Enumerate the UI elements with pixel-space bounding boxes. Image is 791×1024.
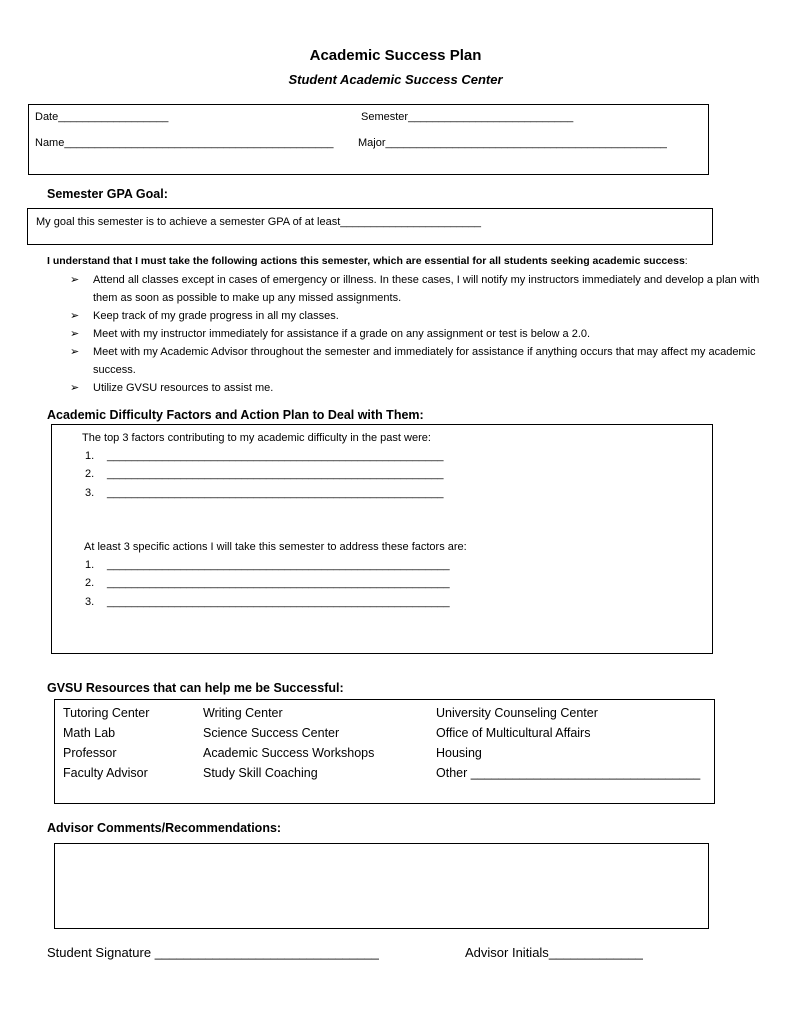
resource-item: Math Lab — [63, 726, 116, 740]
name-blank[interactable]: ____________________________________________ — [64, 137, 334, 149]
list-item-text: Utilize GVSU resources to assist me. — [93, 382, 274, 394]
action-row[interactable] — [85, 577, 450, 589]
action-number: 3. — [85, 596, 95, 608]
action-row[interactable] — [85, 596, 450, 608]
list-item-text: Meet with my Academic Advisor throughout the semester and immediately for assistance if anything occurs that may affect my academic success. — [93, 346, 756, 376]
resource-other-row[interactable] — [436, 763, 700, 783]
actions-intro-text: I understand that I must take the following actions this semester, which are essential for all students seeking academic success — [47, 255, 685, 267]
factor-row[interactable] — [85, 450, 443, 462]
action-number: 2. — [85, 577, 95, 589]
factor-number: 1. — [85, 450, 95, 462]
factor-number: 2. — [85, 468, 95, 480]
arrow-bullet-icon: ➢ — [70, 274, 80, 286]
action-blank[interactable]: ________________________________________________________ — [107, 577, 450, 589]
other-blank[interactable]: _________________________________ — [470, 766, 701, 780]
resources-column-2 — [203, 703, 374, 783]
advisor-initials-label: Advisor Initials — [465, 945, 549, 960]
resources-column-3 — [436, 703, 700, 783]
action-blank[interactable]: ________________________________________________________ — [107, 596, 450, 608]
resource-item: Faculty Advisor — [63, 766, 148, 780]
date-field[interactable] — [35, 111, 168, 123]
resources-heading: GVSU Resources that can help me be Successful: — [47, 681, 344, 695]
list-item — [70, 271, 760, 307]
student-signature-blank[interactable]: _______________________________ — [154, 945, 379, 960]
advisor-initials-field[interactable] — [465, 945, 643, 960]
list-item-text: Keep track of my grade progress in all my classes. — [93, 310, 339, 322]
resource-item: Office of Multicultural Affairs — [436, 726, 591, 740]
action-number: 1. — [85, 559, 95, 571]
resource-item: Study Skill Coaching — [203, 766, 318, 780]
name-label: Name — [35, 137, 65, 149]
factors-prompt: The top 3 factors contributing to my academic difficulty in the past were: — [82, 432, 431, 444]
gpa-goal-text: My goal this semester is to achieve a semester GPA of at least — [36, 216, 341, 228]
page-title: Academic Success Plan — [309, 47, 482, 64]
arrow-bullet-icon: ➢ — [70, 346, 80, 358]
resource-item: University Counseling Center — [436, 706, 598, 720]
actions-intro-colon: : — [684, 255, 688, 267]
gpa-goal-blank[interactable]: _______________________ — [340, 216, 481, 228]
list-item-text: Attend all classes except in cases of emergency or illness. In these cases, I will notify my instructors immediately and develop a plan with them as soon as possible to make up any missed assignments. — [93, 274, 760, 304]
list-item — [70, 325, 760, 343]
actions-prompt: At least 3 specific actions I will take this semester to address these factors are: — [84, 541, 467, 553]
arrow-bullet-icon: ➢ — [70, 328, 80, 340]
factor-blank[interactable]: _______________________________________________________ — [107, 487, 444, 499]
arrow-bullet-icon: ➢ — [70, 310, 80, 322]
action-row[interactable] — [85, 559, 450, 571]
resource-item: Academic Success Workshops — [203, 746, 375, 760]
factor-blank[interactable]: _______________________________________________________ — [107, 450, 444, 462]
resource-item: Science Success Center — [203, 726, 340, 740]
resource-item: Professor — [63, 746, 117, 760]
page-subtitle: Student Academic Success Center — [288, 72, 503, 87]
resources-column-1 — [63, 703, 149, 783]
action-blank[interactable]: ________________________________________________________ — [107, 559, 450, 571]
major-blank[interactable]: ______________________________________________ — [385, 137, 667, 149]
semester-label: Semester — [361, 111, 409, 123]
advisor-heading: Advisor Comments/Recommendations: — [47, 821, 282, 835]
actions-intro — [47, 255, 688, 267]
date-label: Date — [35, 111, 59, 123]
factor-number: 3. — [85, 487, 95, 499]
list-item — [70, 343, 760, 379]
date-blank[interactable]: __________________ — [58, 111, 169, 123]
student-signature-label: Student Signature — [47, 945, 152, 960]
student-signature-field[interactable] — [47, 945, 379, 960]
factor-row[interactable] — [85, 487, 443, 499]
actions-list — [70, 271, 760, 397]
resource-item: Tutoring Center — [63, 706, 150, 720]
factor-row[interactable] — [85, 468, 443, 480]
difficulty-heading: Academic Difficulty Factors and Action Plan to Deal with Them: — [47, 408, 424, 422]
factor-blank[interactable]: _______________________________________________________ — [107, 468, 444, 480]
advisor-comments-box[interactable] — [54, 843, 709, 929]
major-label: Major — [358, 137, 386, 149]
semester-field[interactable] — [361, 111, 573, 123]
resource-item: Other — [436, 766, 468, 780]
list-item-text: Meet with my instructor immediately for assistance if a grade on any assignment or test is below a 2.0. — [93, 328, 591, 340]
list-item — [70, 307, 760, 325]
name-field[interactable] — [35, 137, 334, 149]
list-item — [70, 379, 760, 397]
arrow-bullet-icon: ➢ — [70, 382, 80, 394]
major-field[interactable] — [358, 137, 667, 149]
advisor-initials-blank[interactable]: _____________ — [548, 945, 643, 960]
resource-item: Writing Center — [203, 706, 283, 720]
semester-blank[interactable]: ___________________________ — [408, 111, 574, 123]
gpa-heading: Semester GPA Goal: — [47, 187, 168, 201]
gpa-goal-field[interactable] — [36, 216, 481, 228]
resource-item: Housing — [436, 746, 482, 760]
